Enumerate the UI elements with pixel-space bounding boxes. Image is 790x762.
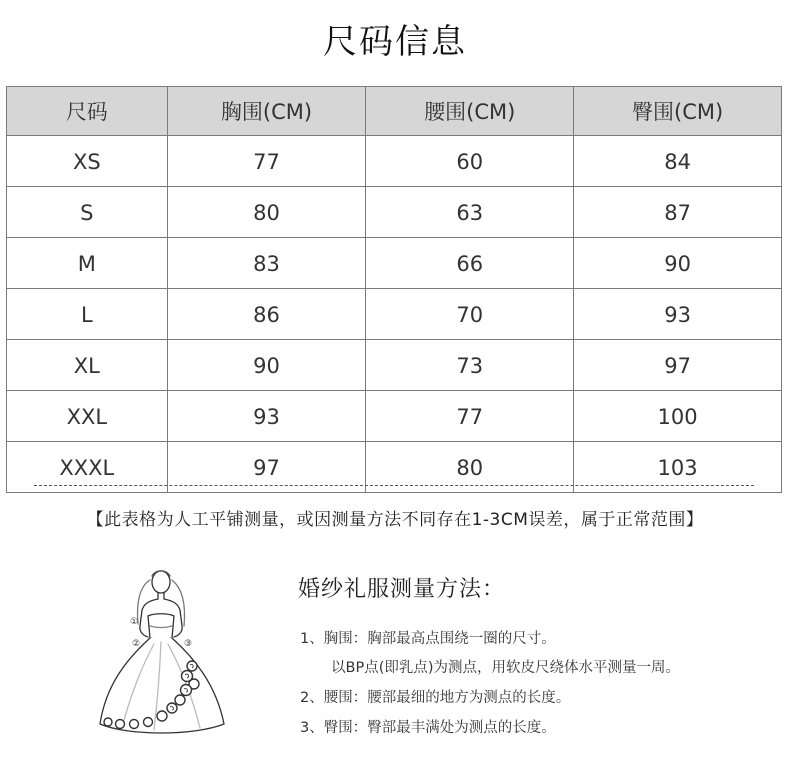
measurement-note: 【此表格为人工平铺测量，或因测量方法不同存在1-3CM误差，属于正常范围】 (86, 510, 704, 530)
table-row (7, 391, 782, 442)
method-line-chest-detail: 以BP点(即乳点)为测点，用软皮尺绕体水平测量一周。 (331, 660, 681, 676)
column-header-chest: 胸围(CM) (167, 87, 366, 136)
waist-cell: 73 (366, 340, 574, 391)
hip-cell: 90 (574, 238, 782, 289)
chest-cell: 97 (167, 442, 366, 493)
hip-cell: 97 (574, 340, 782, 391)
table-row (7, 136, 782, 187)
marker-3: ③ (184, 639, 193, 649)
chest-cell: 83 (167, 238, 366, 289)
waist-cell: 63 (366, 187, 574, 238)
hip-cell: 84 (574, 136, 782, 187)
waist-cell: 77 (366, 391, 574, 442)
waist-cell: 70 (366, 289, 574, 340)
waist-cell: 60 (366, 136, 574, 187)
method-title: 婚纱礼服测量方法： (298, 577, 506, 602)
table-row (7, 340, 782, 391)
dashed-divider (34, 485, 754, 486)
size-cell: M (7, 238, 168, 289)
hip-cell: 93 (574, 289, 782, 340)
chest-cell: 86 (167, 289, 366, 340)
hip-cell: 87 (574, 187, 782, 238)
chest-cell: 90 (167, 340, 366, 391)
method-line-waist: 2、腰围：腰部最细的地方为测点的长度。 (300, 690, 571, 706)
column-header-waist: 腰围(CM) (366, 87, 574, 136)
chest-cell: 80 (167, 187, 366, 238)
method-line-chest: 1、胸围：胸部最高点围绕一圈的尺寸。 (300, 631, 556, 647)
table-row (7, 187, 782, 238)
hip-cell: 103 (574, 442, 782, 493)
size-cell: XXL (7, 391, 168, 442)
marker-1: ① (130, 617, 139, 627)
waist-cell: 80 (366, 442, 574, 493)
wedding-dress-illustration (88, 566, 238, 746)
chest-cell: 93 (167, 391, 366, 442)
size-cell: S (7, 187, 168, 238)
page-title: 尺码信息 (323, 22, 467, 62)
marker-2: ② (132, 639, 141, 649)
column-header-size: 尺码 (7, 87, 168, 136)
chest-cell: 77 (167, 136, 366, 187)
table-header-row (7, 87, 782, 136)
size-cell: XL (7, 340, 168, 391)
size-table (6, 86, 782, 493)
table-row (7, 238, 782, 289)
method-line-hip: 3、臀围：臀部最丰满处为测点的长度。 (300, 720, 556, 736)
size-cell: XXXL (7, 442, 168, 493)
size-cell: L (7, 289, 168, 340)
table-row (7, 289, 782, 340)
size-cell: XS (7, 136, 168, 187)
waist-cell: 66 (366, 238, 574, 289)
hip-cell: 100 (574, 391, 782, 442)
column-header-hip: 臀围(CM) (574, 87, 782, 136)
